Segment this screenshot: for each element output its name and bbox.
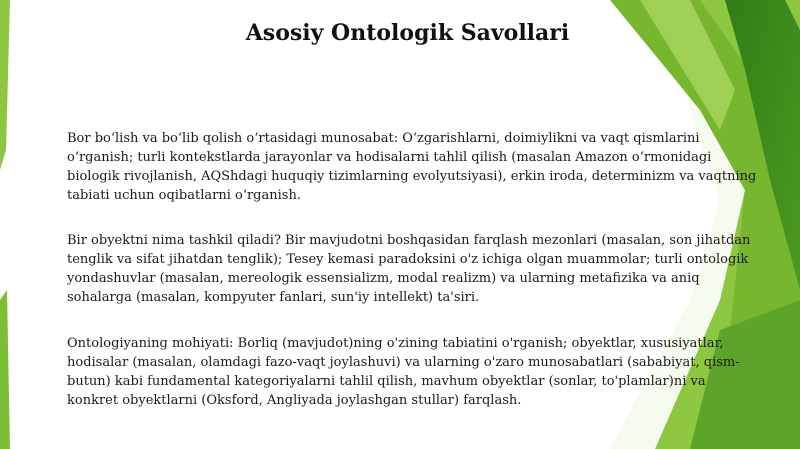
paragraph-nature-of-ontology: Ontologiyaning mohiyati: Borliq (mavjudot)ning o'zining tabiatini o'rganish; obyektlar, xususiyatlar, hodisalar (masalan, olamdagi fazo-vaqt joylashuvi) va ularning o'zaro munosabatlari (sababiyat, qism-butun) kabi fundamental kategoriyalarni tahlil qilish, mavhum obyektlar (sonlar, to'plamlar)ni va konkret obyektlarni (Oksford, Angliyada joylashgan stullar) farqlash.: [67, 336, 740, 408]
slide-title: Asosiy Ontologik Savollari: [245, 20, 570, 46]
paragraph-object-identity: Bir obyektni nima tashkil qiladi? Bir mavjudotni boshqasidan farqlash mezonlari (masalan, son jihatdan tenglik va sifat jihatdan tenglik); Tesey kemasi paradoksini o'z ichiga olgan muammolar; turli ontologik yondashuvlar (masalan, mereologik essensializm, modal realizm) va ularning metafizika va aniq sohalarga (masalan, kompyuter fanlari, sun'iy intellekt) ta'siri.: [67, 233, 751, 305]
left-edge-green-bottom: [0, 290, 10, 449]
paragraph-being-and-becoming: Bor bo‘lish va bo‘lib qolish o‘rtasidagi munosabat: O‘zgarishlarni, doimiylikni va vaqt qismlarini o‘rganish; turli kontekstlarda jarayonlar va hodisalarni tahlil qilish (masalan Amazon o‘rmonidagi biologik rivojlanish, AQShdagi huquqiy tizimlarning evolyutsiyasi), erkin iroda, determinizm va vaqtning tabiati uchun oqibatlarni o‘rganish.: [67, 131, 757, 203]
